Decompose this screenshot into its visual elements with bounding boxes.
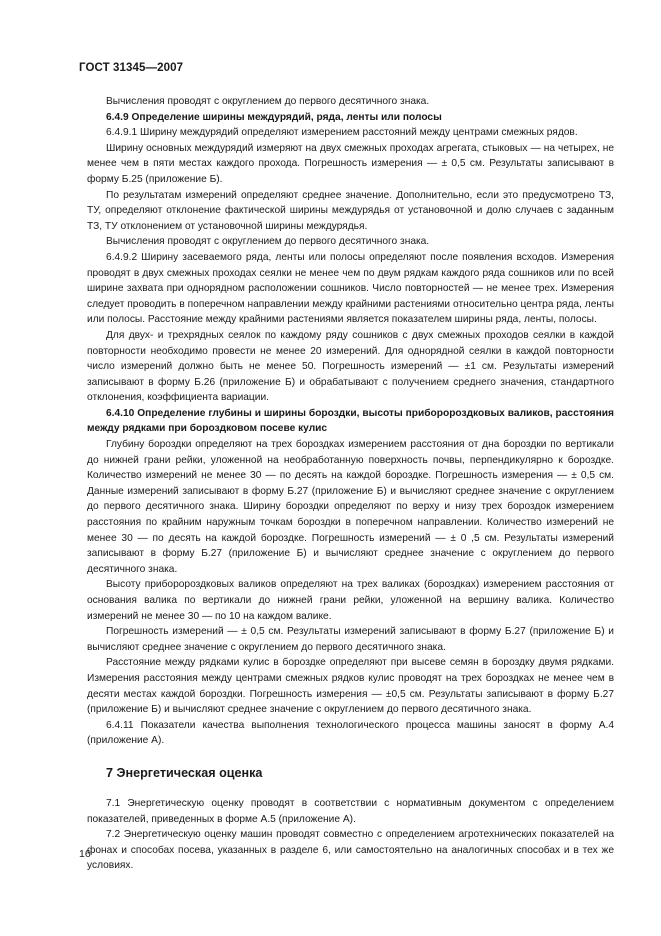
section-heading: 7 Энергетическая оценка [106, 765, 263, 780]
document-body [87, 94, 614, 874]
paragraph: Погрешность измерений — ± 0,5 см. Результаты измерений записывают в форму Б.27 (приложение Б) и вычисляют среднее значение с округлением до первого десятичного знака. [87, 626, 614, 653]
paragraph: 7.1 Энергетическую оценку проводят в соответствии с нормативным документом с определением показателей, приведенных в форме А.5 (приложение А). [87, 797, 614, 825]
page-number: 16 [79, 848, 91, 860]
paragraph: По результатам измерений определяют среднее значение. Дополнительно, если это предусмотрено ТЗ, ТУ, определяют отклонение фактической ширины междурядья от установочной и долю случаев с заданным ТЗ, ТУ отклонением от установочной ширины междурядья. [87, 189, 614, 232]
paragraph: Высоту приборороздковых валиков определяют на трех валиках (бороздках) измерением расстояния от основания валика по вертикали до нижней грани рейки, уложенной на вершину валика. Количество измерений не менее 30 — по 10 на каждом валике. [87, 579, 614, 622]
paragraph: Вычисления проводят с округлением до первого десятичного знака. [106, 236, 430, 248]
paragraph: Для двух- и трехрядных сеялок по каждому ряду сошников с двух смежных проходов сеялки в каждой повторности необходимо провести не менее 20 измерений. Для однорядной сеялки в каждой повторности число измерений должно быть не менее 50. Погрешность измерений — ±1 см. Результаты измерений записывают в форму Б.26 (приложение Б) и обрабатывают с получением среднего значения, стандартного отклонения, коэффициента вариации. [87, 329, 614, 404]
paragraph: 7.2 Энергетическую оценку машин проводят совместно с определением агротехнических показателей на фонах и способах посева, указанных в разделе 6, или самостоятельно на аналогичных способах и в тех же условиях. [87, 829, 614, 872]
paragraph: Глубину бороздки определяют на трех бороздках измерением расстояния от дна бороздки по вертикали до нижней грани рейки, уложенной на необработанную поверхность почвы, перпендикулярно к бороздке. Количество измерений не менее 30 — по десять на каждой бороздке. Погрешность измерения — ± 0,5 см. Данные измерений записывают в форму Б.27 (приложение Б) и вычисляют среднее значение с округлением до первого десятичного знака. Ширину бороздки определяют по верху и низу трех бороздок измерением расстояния по крайним наружным точкам бороздки в поперечном направлении. Количество измерений не менее 30 — по десять на каждой бороздке. Погрешность измерений — ± 0 ,5 см. Результаты измерений записывают в форму Б.27 (приложение Б) и вычисляют среднее значение с округлением до первого десятичного знака. [87, 439, 614, 575]
document-header: ГОСТ 31345—2007 [79, 62, 184, 74]
subsection-heading: 6.4.9 Определение ширины междурядий, ряда, ленты или полосы [106, 111, 442, 123]
paragraph: 6.4.9.1 Ширину междурядий определяют измерением расстояний между центрами смежных рядов. [106, 127, 578, 139]
paragraph: Вычисления проводят с округлением до первого десятичного знака. [106, 96, 430, 107]
subsection-heading: 6.4.10 Определение глубины и ширины бороздки, высоты приборороздковых валиков, расстояния между рядками при бороздковом посеве кулис [87, 407, 614, 435]
paragraph: Расстояние между рядками кулис в бороздке определяют при высеве семян в бороздку двумя рядками. Измерения расстояния между центрами смежных рядков кулис проводят на трех бороздках не менее чем в десяти местах каждой бороздки. Погрешность измерения — ±0,5 см. Результаты записывают в форму Б.27 (приложение Б) и вычисляют среднее значение с округлением до первого десятичного знака. [87, 657, 614, 716]
paragraph: 6.4.9.2 Ширину засеваемого ряда, ленты или полосы определяют после появления всходов. Измерения проводят в двух смежных проходах сеялки не менее чем по двум рядкам каждого ряда сошников или по всей ширине захвата при однорядном расположении сошников. Число повторностей — не менее трех. Измерения следует проводить в поперечном направлении между крайними растениями относительно центра ряда, ленты или полосы. Расстояние между крайними растениями является показателем ширины ряда, ленты, полосы. [87, 251, 614, 326]
paragraph: Ширину основных междурядий измеряют на двух смежных проходах агрегата, стыковых — на четырех, не менее чем в пяти местах каждого прохода. Погрешность измерения — ± 0,5 см. Результаты записывают в форму Б.25 (приложение Б). [87, 142, 614, 185]
paragraph: 6.4.11 Показатели качества выполнения технологического процесса машины заносят в форму А.4 (приложение А). [87, 719, 614, 747]
